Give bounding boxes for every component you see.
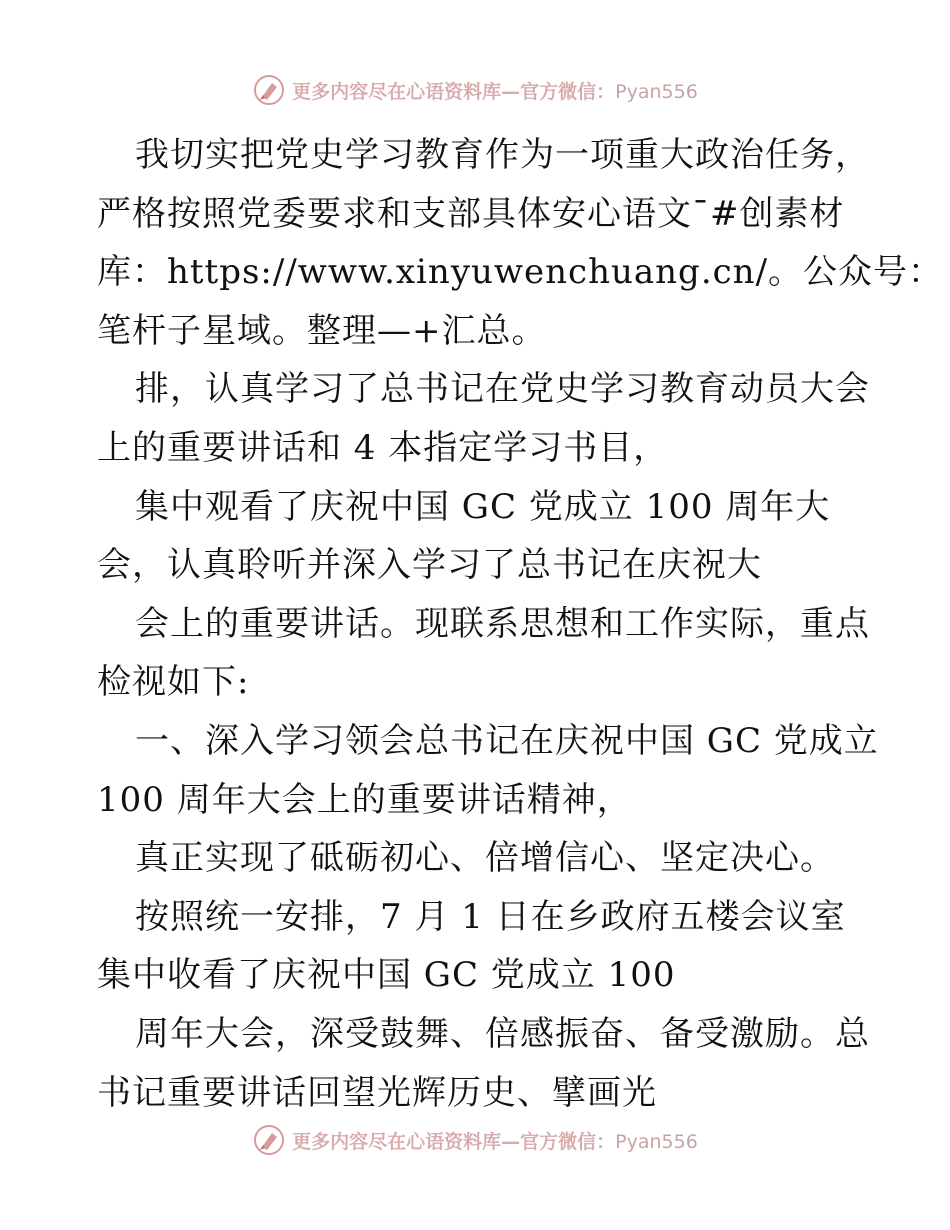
text-line: 真正实现了砥砺初心、倍增信心、坚定决心。 [135, 838, 835, 879]
watermark-text: 更多内容尽在心语资料库—官方微信： [292, 80, 616, 103]
text-line: 库：https://www.xinyuwenchuang.cn/。公众号： [97, 252, 944, 293]
document-body [97, 126, 944, 1122]
text-line: 排，认真学习了总书记在党史学习教育动员大会 [135, 369, 870, 410]
footer-watermark [0, 1118, 950, 1162]
text-line: 检视如下: [97, 662, 250, 703]
text-line: 一、深入学习领会总书记在庆祝中国 GC 党成立 [135, 720, 879, 761]
text-line: 集中观看了庆祝中国 GC 党成立 100 周年大 [135, 486, 831, 527]
text-line: 笔杆子星域。整理—+汇总。 [97, 310, 547, 351]
watermark-account: Pyan556 [615, 1130, 698, 1153]
text-line: 我切实把党史学习教育作为一项重大政治任务， [135, 135, 870, 175]
text-line: 上的重要讲话和 4 本指定学习书目， [97, 427, 669, 468]
text-line: 周年大会，深受鼓舞、倍感振奋、备受激励。总 [135, 1013, 870, 1054]
text-line: 会，认真聆听并深入学习了总书记在庆祝大 [97, 545, 762, 586]
text-line: 严格按照党委要求和支部具体安心语文¯#创素材 [97, 193, 845, 234]
text-line: 书记重要讲话回望光辉历史、擘画光 [97, 1072, 657, 1113]
watermark-account: Pyan556 [615, 80, 698, 103]
text-line: 集中收看了庆祝中国 GC 党成立 100 [97, 955, 676, 996]
pen-nib-logo-icon [252, 1123, 286, 1157]
header-watermark [0, 68, 950, 112]
text-line: 100 周年大会上的重要讲话精神， [97, 779, 632, 820]
watermark-text: 更多内容尽在心语资料库—官方微信： [292, 1130, 616, 1153]
text-line: 按照统一安排，7 月 1 日在乡政府五楼会议室 [135, 896, 846, 937]
pen-nib-logo-icon [252, 73, 286, 107]
text-line: 会上的重要讲话。现联系思想和工作实际，重点 [135, 603, 870, 644]
